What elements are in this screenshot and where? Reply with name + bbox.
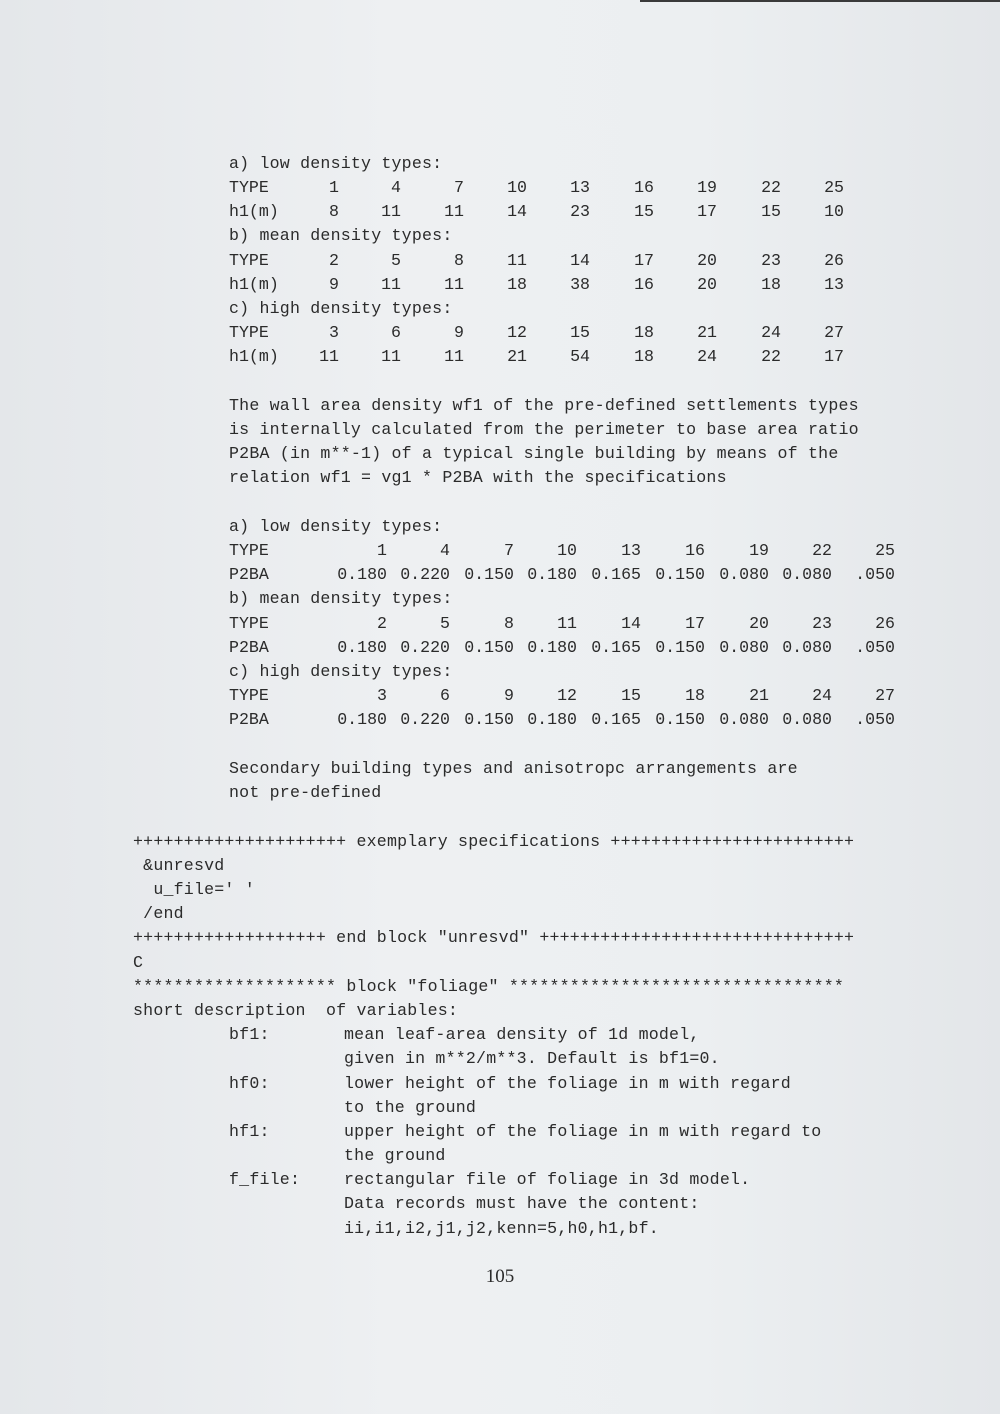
row-label: h1(m) <box>229 202 279 221</box>
namelist-open: &unresvd <box>133 856 225 875</box>
low-density-title: a) low density types: <box>229 154 443 173</box>
table-cell: .050 <box>855 565 895 584</box>
table-cell: 10 <box>824 202 844 221</box>
low-density-title-2: a) low density types: <box>229 517 443 536</box>
table-cell: 0.165 <box>591 710 641 729</box>
spec-header-line: +++++++++++++++++++++ exemplary specifications ++++++++++++++++++++++++ <box>133 832 855 851</box>
row-label: TYPE <box>229 178 269 197</box>
foliage-header-line: ******************** block "foliage" ********************************* <box>133 977 845 996</box>
row-label: TYPE <box>229 251 269 270</box>
var-desc-line: the ground <box>344 1146 446 1165</box>
table-cell: 17 <box>685 614 705 633</box>
table-cell: 54 <box>570 347 590 366</box>
table-cell: 15 <box>761 202 781 221</box>
mean-density-title-2: b) mean density types: <box>229 589 453 608</box>
table-cell: 7 <box>454 178 464 197</box>
table-cell: 22 <box>761 347 781 366</box>
table-cell: 11 <box>507 251 527 270</box>
table-cell: 9 <box>454 323 464 342</box>
table-cell: 0.180 <box>337 638 387 657</box>
table-cell: 24 <box>812 686 832 705</box>
table-cell: 18 <box>634 347 654 366</box>
table-cell: 16 <box>634 275 654 294</box>
table-cell: 8 <box>504 614 514 633</box>
table-cell: 0.180 <box>527 638 577 657</box>
table-cell: 0.180 <box>527 710 577 729</box>
table-cell: 26 <box>824 251 844 270</box>
table-cell: 15 <box>634 202 654 221</box>
var-name: f_file: <box>229 1170 301 1189</box>
table-cell: 0.180 <box>337 710 387 729</box>
table-cell: 0.220 <box>400 710 450 729</box>
table-cell: 11 <box>319 347 339 366</box>
table-cell: 14 <box>621 614 641 633</box>
table-cell: 17 <box>634 251 654 270</box>
table-cell: 14 <box>570 251 590 270</box>
table-cell: 18 <box>685 686 705 705</box>
table-cell: 0.150 <box>655 710 705 729</box>
table-cell: 23 <box>812 614 832 633</box>
table-cell: 16 <box>634 178 654 197</box>
table-cell: 0.150 <box>464 710 514 729</box>
table-cell: 2 <box>329 251 339 270</box>
namelist-end: /end <box>133 904 184 923</box>
table-cell: 0.180 <box>337 565 387 584</box>
var-desc-line: rectangular file of foliage in 3d model. <box>344 1170 751 1189</box>
table-cell: 25 <box>824 178 844 197</box>
table-cell: 24 <box>697 347 717 366</box>
table-cell: 21 <box>697 323 717 342</box>
table-cell: 17 <box>697 202 717 221</box>
table-cell: 0.150 <box>464 638 514 657</box>
short-description-label: short description of variables: <box>133 1001 459 1020</box>
table-cell: 20 <box>749 614 769 633</box>
table-cell: 0.150 <box>464 565 514 584</box>
row-label: P2BA <box>229 710 269 729</box>
table-cell: 9 <box>504 686 514 705</box>
table-cell: 27 <box>875 686 895 705</box>
var-desc-line: Data records must have the content: <box>344 1194 700 1213</box>
end-block-line: +++++++++++++++++++ end block "unresvd" +++++++++++++++++++++++++++++++ <box>133 928 855 947</box>
page-number: 105 <box>485 1266 515 1287</box>
table-cell: 1 <box>377 541 387 560</box>
row-label: h1(m) <box>229 347 279 366</box>
table-cell: 0.080 <box>719 710 769 729</box>
table-cell: 22 <box>761 178 781 197</box>
table-cell: 5 <box>391 251 401 270</box>
row-label: TYPE <box>229 323 269 342</box>
table-cell: 11 <box>557 614 577 633</box>
mean-density-title: b) mean density types: <box>229 226 453 245</box>
table-cell: 13 <box>570 178 590 197</box>
table-cell: 3 <box>329 323 339 342</box>
table-cell: 2 <box>377 614 387 633</box>
table-cell: 19 <box>697 178 717 197</box>
table-cell: 21 <box>507 347 527 366</box>
table-cell: 0.165 <box>591 565 641 584</box>
table-cell: 0.080 <box>782 638 832 657</box>
table-cell: 13 <box>621 541 641 560</box>
table-cell: 11 <box>381 202 401 221</box>
table-cell: 16 <box>685 541 705 560</box>
table-cell: 22 <box>812 541 832 560</box>
var-desc-line: given in m**2/m**3. Default is bf1=0. <box>344 1049 720 1068</box>
table-cell: 18 <box>634 323 654 342</box>
paragraph-line: The wall area density wf1 of the pre-defined settlements types <box>229 396 859 415</box>
table-cell: 1 <box>329 178 339 197</box>
table-cell: 5 <box>440 614 450 633</box>
var-name: hf1: <box>229 1122 270 1141</box>
row-label: TYPE <box>229 686 269 705</box>
table-cell: 0.180 <box>527 565 577 584</box>
table-cell: 0.080 <box>719 638 769 657</box>
table-cell: 8 <box>454 251 464 270</box>
table-cell: 0.220 <box>400 565 450 584</box>
comment-c-line: C <box>133 953 144 972</box>
row-label: P2BA <box>229 638 269 657</box>
table-cell: 10 <box>507 178 527 197</box>
table-cell: .050 <box>855 710 895 729</box>
row-label: TYPE <box>229 541 269 560</box>
var-desc-line: mean leaf-area density of 1d model, <box>344 1025 700 1044</box>
paragraph-line: not pre-defined <box>229 783 382 802</box>
table-cell: 9 <box>329 275 339 294</box>
table-cell: 15 <box>570 323 590 342</box>
table-cell: 11 <box>444 275 464 294</box>
var-name: hf0: <box>229 1074 270 1093</box>
namelist-ufile: u_file=' ' <box>133 880 255 899</box>
table-cell: 0.150 <box>655 638 705 657</box>
table-cell: 20 <box>697 275 717 294</box>
row-label: h1(m) <box>229 275 279 294</box>
table-cell: 14 <box>507 202 527 221</box>
table-cell: 0.165 <box>591 638 641 657</box>
table-cell: 26 <box>875 614 895 633</box>
row-label: TYPE <box>229 614 269 633</box>
table-cell: 20 <box>697 251 717 270</box>
var-desc-line: upper height of the foliage in m with regard to <box>344 1122 822 1141</box>
table-cell: 18 <box>507 275 527 294</box>
table-cell: 6 <box>440 686 450 705</box>
table-cell: 10 <box>557 541 577 560</box>
var-name: bf1: <box>229 1025 270 1044</box>
table-cell: 24 <box>761 323 781 342</box>
table-cell: 11 <box>444 202 464 221</box>
table-cell: 21 <box>749 686 769 705</box>
table-cell: 0.220 <box>400 638 450 657</box>
table-cell: 11 <box>444 347 464 366</box>
table-cell: 13 <box>824 275 844 294</box>
table-cell: 23 <box>570 202 590 221</box>
table-cell: 23 <box>761 251 781 270</box>
high-density-title: c) high density types: <box>229 299 453 318</box>
table-cell: 0.080 <box>782 710 832 729</box>
var-desc-line: lower height of the foliage in m with regard <box>344 1074 791 1093</box>
table-cell: 8 <box>329 202 339 221</box>
table-cell: 18 <box>761 275 781 294</box>
table-cell: 6 <box>391 323 401 342</box>
table-cell: 4 <box>391 178 401 197</box>
high-density-title-2: c) high density types: <box>229 662 453 681</box>
table-cell: 27 <box>824 323 844 342</box>
var-desc-line: ii,i1,i2,j1,j2,kenn=5,h0,h1,bf. <box>344 1219 659 1238</box>
table-cell: 0.080 <box>719 565 769 584</box>
scan-top-edge <box>640 0 1000 2</box>
paragraph-line: relation wf1 = vg1 * P2BA with the specifications <box>229 468 727 487</box>
table-cell: 25 <box>875 541 895 560</box>
row-label: P2BA <box>229 565 269 584</box>
table-cell: 19 <box>749 541 769 560</box>
table-cell: 3 <box>377 686 387 705</box>
table-cell: 0.080 <box>782 565 832 584</box>
table-cell: 12 <box>557 686 577 705</box>
table-cell: 4 <box>440 541 450 560</box>
table-cell: 38 <box>570 275 590 294</box>
table-cell: 7 <box>504 541 514 560</box>
table-cell: 15 <box>621 686 641 705</box>
table-cell: .050 <box>855 638 895 657</box>
paragraph-line: is internally calculated from the perimeter to base area ratio <box>229 420 859 439</box>
table-cell: 0.150 <box>655 565 705 584</box>
var-desc-line: to the ground <box>344 1098 477 1117</box>
paragraph-line: P2BA (in m**-1) of a typical single building by means of the <box>229 444 839 463</box>
table-cell: 11 <box>381 347 401 366</box>
table-cell: 17 <box>824 347 844 366</box>
table-cell: 12 <box>507 323 527 342</box>
table-cell: 11 <box>381 275 401 294</box>
paragraph-line: Secondary building types and anisotropc arrangements are <box>229 759 798 778</box>
